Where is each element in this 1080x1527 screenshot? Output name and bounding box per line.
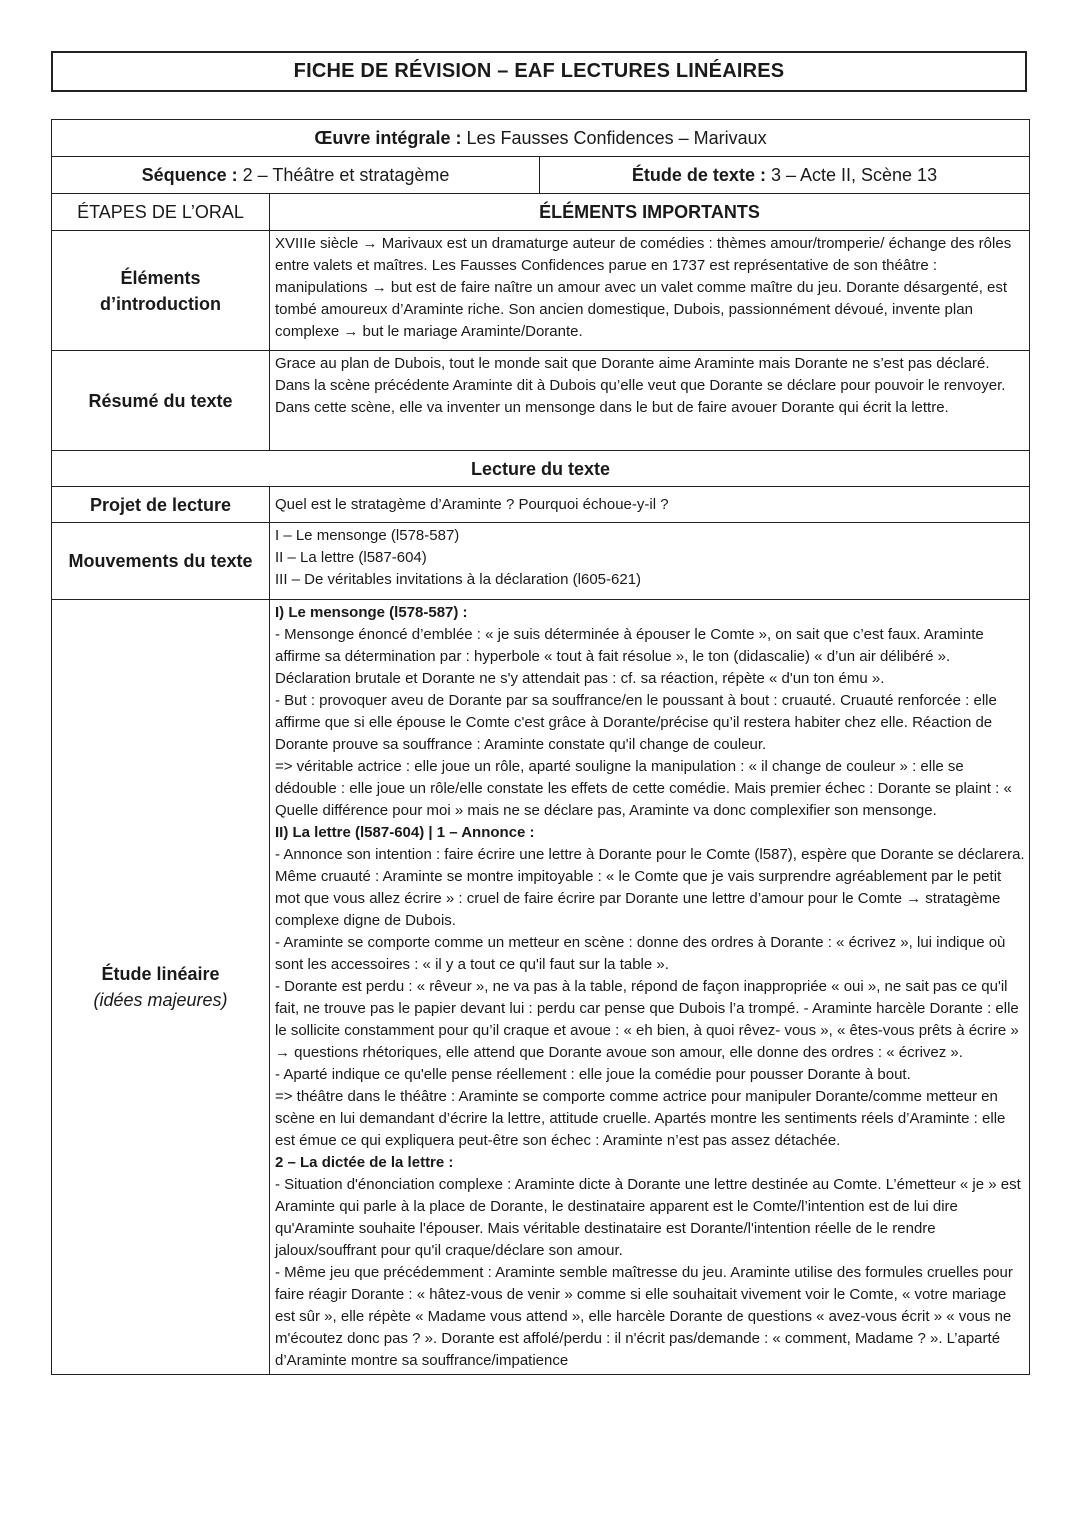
introduction-label-line2: d’introduction [100, 293, 221, 314]
etude-paragraph: - But : provoquer aveu de Dorante par sa souffrance/en le poussant à bout : cruauté. Cruauté renforcée : elle affirme que si elle épouse le Comte c'est grâce à Dorante/précise qu’il restera habiter chez elle. Réaction de Dorante prouve sa souffrance : Araminte constate qu'il change de couleur. [275, 692, 997, 753]
etude-section-heading: 2 – La dictée de la lettre : [275, 1154, 454, 1171]
etude-sublabel: (idées majeures) [93, 990, 228, 1010]
resume-text [270, 351, 1030, 451]
resume-para-2: Dans cette scène, elle va inventer un mensonge dans le but de faire avouer Dorante qui écrit la lettre. [275, 399, 949, 416]
oeuvre-label: Œuvre intégrale : [314, 128, 462, 148]
etude-label [52, 600, 270, 1375]
mouvement-item: III – De véritables invitations à la déclaration (l605-621) [275, 571, 642, 588]
etude-paragraph: - Aparté indique ce qu'elle pense réellement : elle joue la comédie pour pousser Dorante à bout. [275, 1066, 911, 1083]
introduction-label [52, 231, 270, 351]
mouvements-label: Mouvements du texte [52, 523, 270, 600]
etude-section-heading: II) La lettre (l587-604) | 1 – Annonce : [275, 824, 535, 841]
lecture-header: Lecture du texte [52, 451, 1030, 487]
oeuvre-row [52, 120, 1030, 157]
sequence-label: Séquence : [141, 165, 238, 185]
etude-section-heading: I) Le mensonge (l578-587) : [275, 604, 468, 621]
etude-label-main: Étude linéaire [101, 964, 220, 984]
projet-text: Quel est le stratagème d’Araminte ? Pourquoi échoue-y-il ? [270, 487, 1030, 523]
sequence-value: 2 – Théâtre et stratagème [242, 165, 450, 185]
etude-paragraph: - Situation d'énonciation complexe : Araminte dicte à Dorante une lettre destinée au Comte. L’émetteur « je » est Araminte qui parle à la place de Dorante, le destinataire apparent est le Comte/l’intention est de lui dire qu'Araminte souhaite l'épouser. Mais véritable destinataire est Dorante/l'intention réelle de le rendre jaloux/souffrant pour qu'il craque/déclare son amour. [275, 1176, 1021, 1259]
etude-texte-cell [540, 157, 1030, 194]
col-header-left: ÉTAPES DE L’ORAL [52, 194, 270, 231]
etude-paragraph: - Mensonge énoncé d’emblée : « je suis déterminée à épouser le Comte », on sait que c’est faux. Araminte affirme sa détermination par : hyperbole « tout à fait résolue », le ton (didascalie) « d’un air délibéré ». Déclaration brutale et Dorante ne s'y attendait pas : cf. sa réaction, répète « d'un ton ému ». [275, 626, 984, 687]
mouvement-item: I – Le mensonge (l578-587) [275, 527, 460, 544]
mouvement-item: II – La lettre (l587-604) [275, 549, 427, 566]
introduction-label-line1: Éléments [120, 267, 201, 288]
projet-label: Projet de lecture [52, 487, 270, 523]
resume-label: Résumé du texte [52, 351, 270, 451]
etude-text [270, 600, 1030, 1375]
resume-para-1: Grace au plan de Dubois, tout le monde sait que Dorante aime Araminte mais Dorante ne s’est pas déclaré. Dans la scène précédente Araminte dit à Dubois qu’elle veut que Dorante se déclare pour pouvoir le renvoyer. [275, 355, 1006, 394]
page-title: FICHE DE RÉVISION – EAF LECTURES LINÉAIRES [51, 51, 1027, 92]
etude-paragraph: - Araminte se comporte comme un metteur en scène : donne des ordres à Dorante : « écrivez », lui indique où sont les accessoires : « il y a tout ce qu'il faut sur la table ». [275, 934, 1006, 973]
etude-paragraph: => théâtre dans le théâtre : Araminte se comporte comme actrice pour manipuler Dorante/comme metteur en scène en lui demandant d’écrire la lettre, attitude cruelle. Apartés montre les sentiments réels d’Araminte : elle est émue ce qui expliquera peut-être son échec : Araminte n’est pas assez détachée. [275, 1088, 1006, 1149]
etude-paragraph: => véritable actrice : elle joue un rôle, aparté souligne la manipulation : « il change de couleur » : elle se dédouble : elle joue un rôle/elle constate les effets de cette comédie. Mais premier échec : Dorante se plaint : « Quelle différence pour moi » mais ne se déclare pas, Araminte va donc complexifier son mensonge. [275, 758, 1012, 819]
mouvements-list [270, 523, 1030, 600]
etude-texte-label: Étude de texte : [631, 165, 766, 185]
sequence-cell [52, 157, 540, 194]
introduction-text: XVIIIe siècle → Marivaux est un dramaturge auteur de comédies : thèmes amour/tromperie/ échange des rôles entre valets et maîtres. Les Fausses Confidences parue en 1737 est représentative de son théâtre : manipulations → but est de faire naître un amour avec un valet comme maître du jeu. Dorante désargenté, est tombé amoureux d’Araminte riche. Son ancien domestique, Dubois, passionnément dévoué, invente plan complexe → but le mariage Araminte/Dorante. [270, 231, 1030, 351]
col-header-right: ÉLÉMENTS IMPORTANTS [270, 194, 1030, 231]
etude-paragraph: - Annonce son intention : faire écrire une lettre à Dorante pour le Comte (l587), espère que Dorante se déclarera. Même cruauté : Araminte se montre impitoyable : « le Comte que je vais surprendre agréablement par le petit mot que vous allez écrire » : cruel de faire écrire par Dorante une lettre d’amour pour le Comte → stratagème complexe digne de Dubois. [275, 846, 1025, 929]
oeuvre-value: Les Fausses Confidences – Marivaux [466, 128, 767, 148]
etude-texte-value: 3 – Acte II, Scène 13 [770, 165, 938, 185]
etude-paragraph: - Même jeu que précédemment : Araminte semble maîtresse du jeu. Araminte utilise des formules cruelles pour faire réagir Dorante : « hâtez-vous de venir » comme si elle souhaitait vivement voir le Comte, « votre mariage est sûr », elle répète « Madame vous attend », elle harcèle Dorante de questions « avez-vous écrit » « vous ne m'écoutez donc pas ? ». Dorante est affolé/perdu : il n'écrit pas/demande : « comment, Madame ? ». L’aparté d’Araminte montre sa souffrance/impatience [275, 1264, 1013, 1369]
revision-table [51, 119, 1030, 1375]
etude-paragraph: - Dorante est perdu : « rêveur », ne va pas à la table, répond de façon inappropriée « oui », ne sait pas ce qu'il fait, ne trouve pas le papier devant lui : perdu car pense que Dubois l’a trompé. - Araminte harcèle Dorante : elle le sollicite constamment pour qu’il craque et avoue : « eh bien, à quoi rêvez- vous », « êtes-vous prêts à écrire » → questions rhétoriques, elle attend que Dorante avoue son amour, elle donne des ordres : « écrivez ». [275, 978, 1019, 1061]
